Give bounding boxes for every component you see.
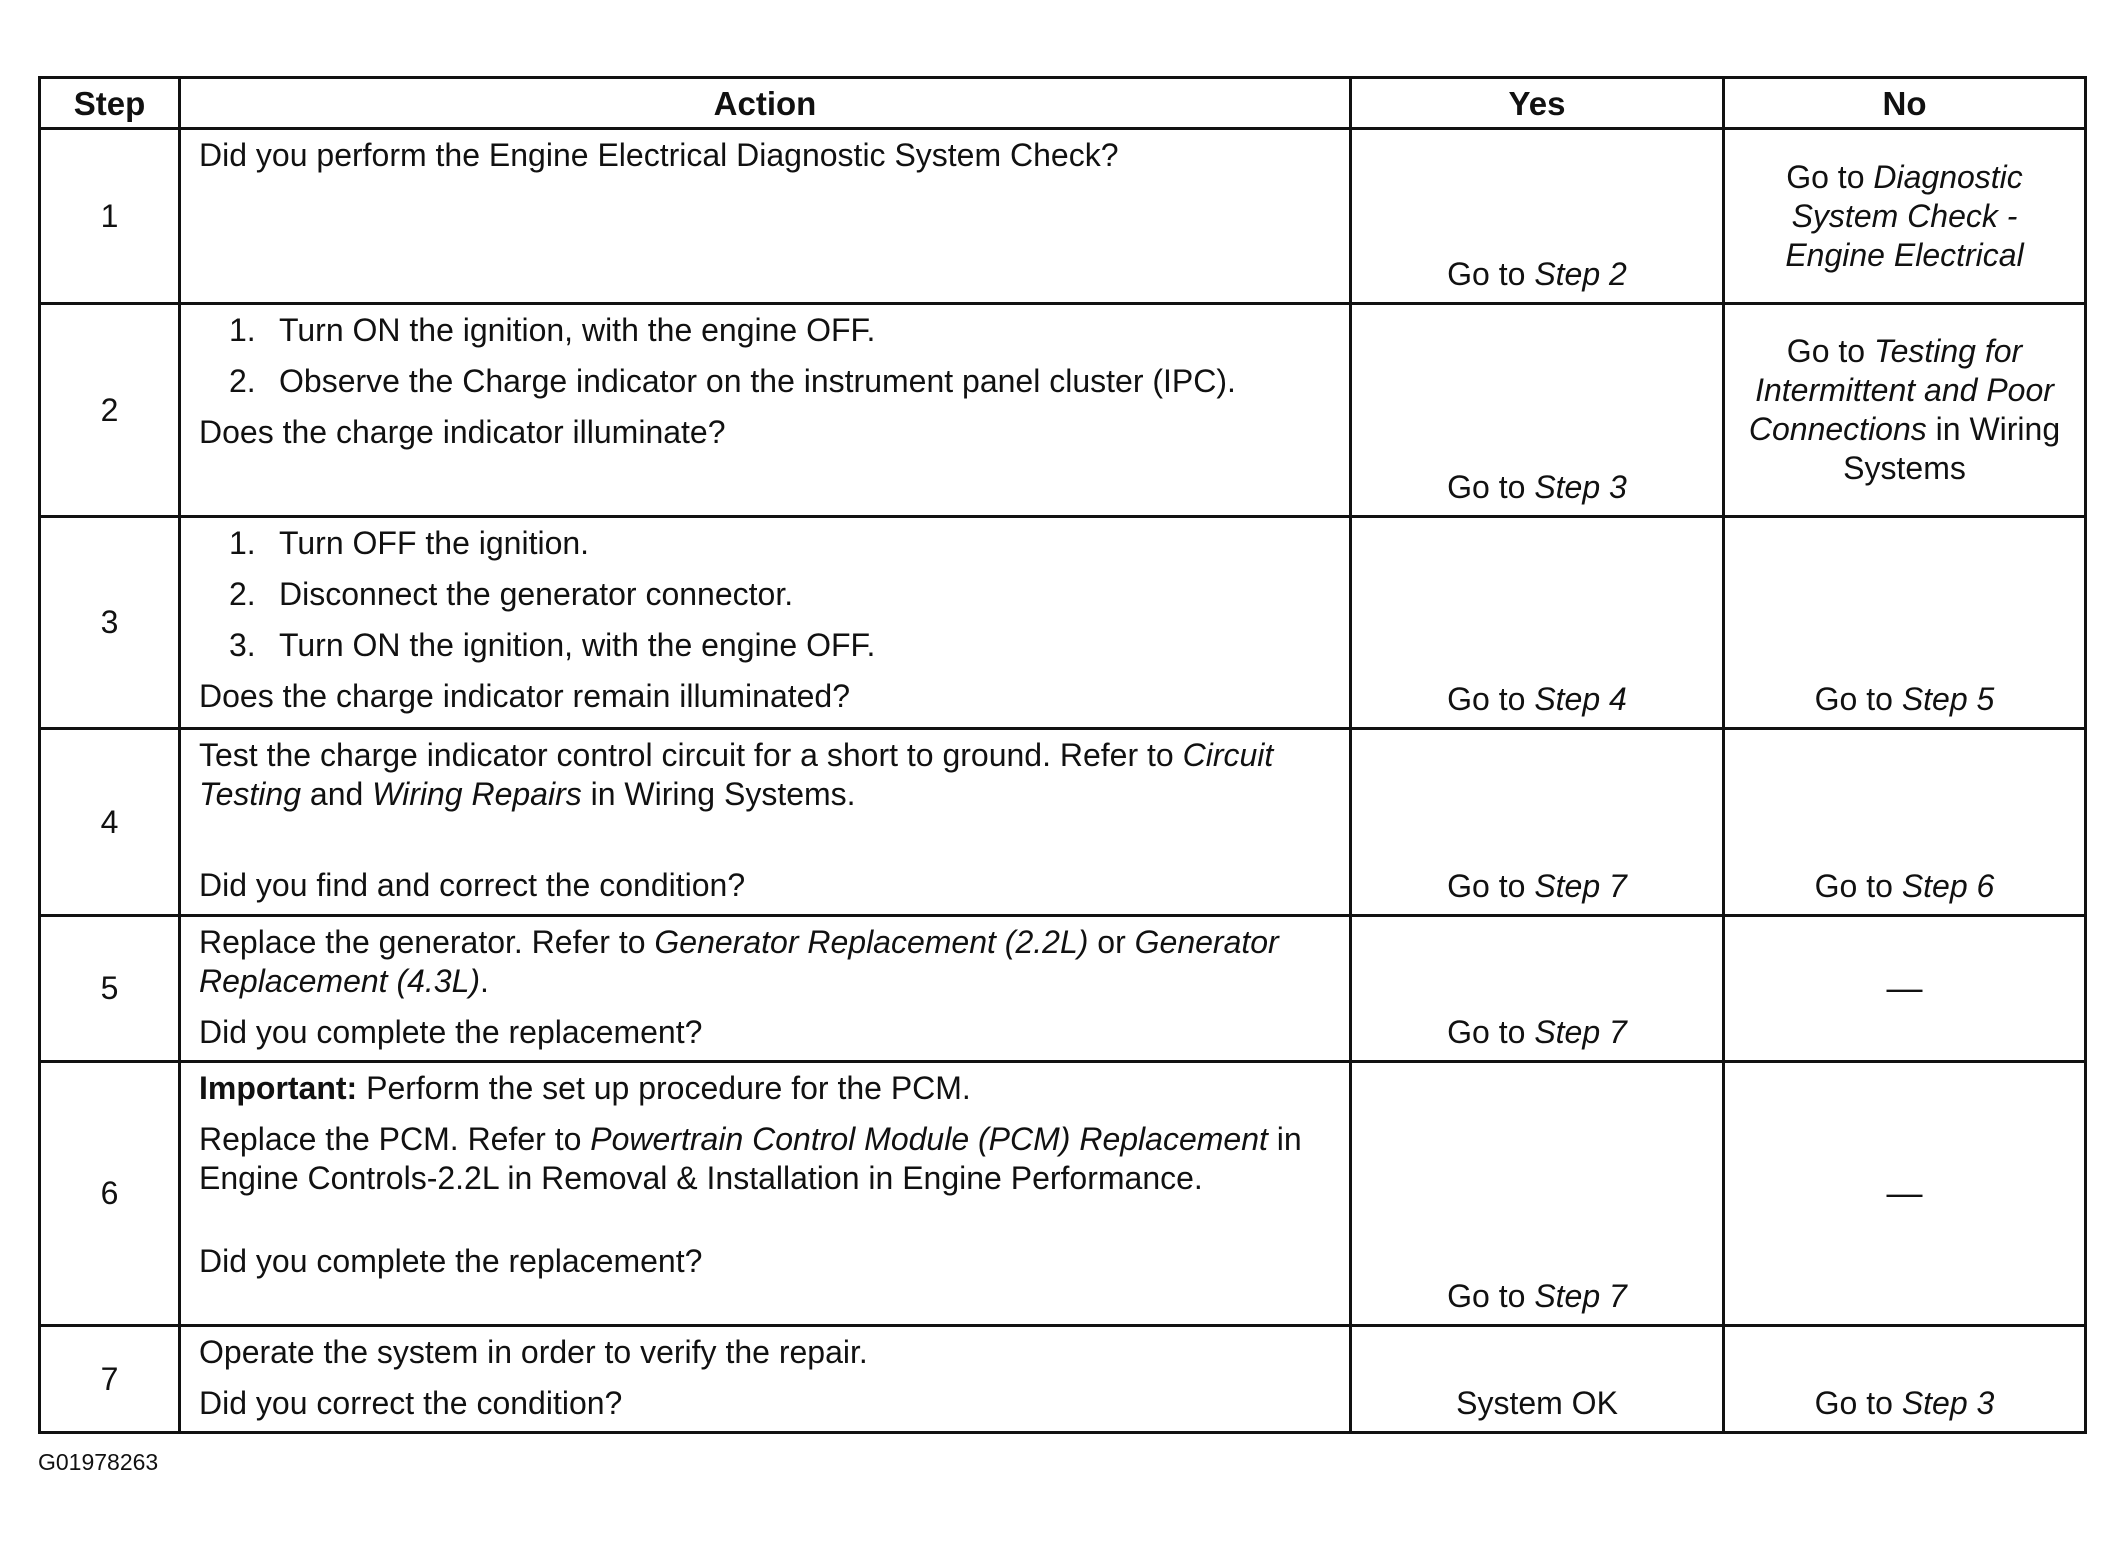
action-cell (180, 916, 1351, 1062)
action-question: Did you correct the condition? (199, 1385, 623, 1421)
header-step: Step (40, 78, 180, 129)
yes-prefix: Go to (1447, 256, 1535, 292)
list-item: 2. Disconnect the generator connector. (229, 576, 794, 612)
yes-link[interactable]: Step 7 (1534, 1014, 1627, 1050)
no-dash: — (1886, 967, 1923, 1008)
important-label: Important: (199, 1070, 358, 1106)
no-link[interactable]: Diagnostic System Check - Engine Electrical (1785, 158, 2024, 273)
yes-link[interactable]: Step 7 (1534, 868, 1627, 904)
yes-link[interactable]: Step 4 (1534, 681, 1627, 717)
action-question: Did you complete the replacement? (199, 1014, 703, 1050)
no-cell (1724, 304, 2086, 517)
no-link[interactable]: Step 3 (1901, 1385, 1995, 1421)
table-row (40, 304, 2086, 517)
no-link[interactable]: Step 5 (1901, 681, 1995, 717)
no-cell (1724, 1326, 2086, 1433)
step-number: 5 (40, 916, 180, 1062)
figure-id: G01978263 (38, 1449, 159, 1475)
step-number: 4 (40, 729, 180, 916)
yes-prefix: Go to (1447, 1278, 1535, 1314)
instruction-list (199, 311, 1331, 401)
action-question: Does the charge indicator remain illuminated? (199, 678, 851, 714)
reference-link[interactable]: Circuit Testing (199, 737, 1274, 812)
yes-prefix: Go to (1447, 469, 1535, 505)
header-action: Action (180, 78, 1351, 129)
step-number: 7 (40, 1326, 180, 1433)
no-prefix: Go to (1814, 1385, 1902, 1421)
yes-cell (1351, 517, 1724, 729)
yes-cell (1351, 129, 1724, 304)
action-cell (180, 129, 1351, 304)
table-row (40, 729, 2086, 916)
action-cell (180, 729, 1351, 916)
table-row (40, 1326, 2086, 1433)
action-text: Replace the generator. Refer to Generator Replacement (2.2L) or Generator Replacement (4.3L). (199, 924, 1279, 999)
no-link[interactable]: Step 6 (1901, 868, 1995, 904)
action-cell (180, 1062, 1351, 1326)
header-no: No (1724, 78, 2086, 129)
action-cell (180, 1326, 1351, 1433)
no-prefix: Go to (1814, 868, 1902, 904)
no-suffix: in Wiring Systems (1843, 411, 2061, 486)
action-question: Does the charge indicator illuminate? (199, 414, 726, 450)
yes-link[interactable]: Step 7 (1534, 1278, 1627, 1314)
table-row (40, 1062, 2086, 1326)
action-cell (180, 517, 1351, 729)
list-item: 2. Observe the Charge indicator on the instrument panel cluster (IPC). (229, 363, 1236, 399)
yes-cell (1351, 916, 1724, 1062)
table-row (40, 916, 2086, 1062)
instruction-list (199, 524, 1331, 665)
yes-link[interactable]: Step 3 (1534, 469, 1627, 505)
step-number: 1 (40, 129, 180, 304)
no-prefix: Go to (1786, 158, 1874, 195)
yes-cell (1351, 304, 1724, 517)
yes-cell (1351, 729, 1724, 916)
action-text: Replace the PCM. Refer to Powertrain Control Module (PCM) Replacement in Engine Controls-2.2L in Removal & Installation in Engine Performance. (199, 1121, 1302, 1196)
action-question: Did you complete the replacement? (199, 1243, 703, 1279)
no-cell (1724, 517, 2086, 729)
header-row (40, 78, 2086, 129)
reference-link[interactable]: Generator Replacement (4.3L) (199, 924, 1279, 999)
table-row (40, 129, 2086, 304)
action-cell (180, 304, 1351, 517)
reference-link[interactable]: Wiring Repairs (372, 776, 582, 812)
important-note: Important: Perform the set up procedure for the PCM. (199, 1070, 971, 1106)
no-cell (1724, 729, 2086, 916)
list-item: 3. Turn ON the ignition, with the engine OFF. (229, 627, 876, 663)
list-item: 1. Turn ON the ignition, with the engine OFF. (229, 312, 876, 348)
action-text: Operate the system in order to verify the repair. (199, 1334, 868, 1370)
list-item: 1. Turn OFF the ignition. (229, 525, 590, 561)
no-cell (1724, 129, 2086, 304)
no-cell (1724, 916, 2086, 1062)
yes-cell (1351, 1062, 1724, 1326)
action-question: Did you perform the Engine Electrical Diagnostic System Check? (199, 137, 1119, 173)
no-prefix: Go to (1814, 681, 1902, 717)
no-dash: — (1886, 1172, 1923, 1213)
yes-prefix: Go to (1447, 1014, 1535, 1050)
header-yes: Yes (1351, 78, 1724, 129)
no-link[interactable]: Testing for Intermittent and Poor Connections (1748, 333, 2054, 447)
reference-link[interactable]: Generator Replacement (2.2L) (654, 924, 1089, 960)
action-question: Did you find and correct the condition? (199, 867, 746, 903)
yes-prefix: Go to (1447, 681, 1535, 717)
yes-result: System OK (1456, 1385, 1618, 1421)
step-number: 3 (40, 517, 180, 729)
no-prefix: Go to (1786, 333, 1874, 369)
reference-link[interactable]: Powertrain Control Module (PCM) Replacement (590, 1121, 1268, 1157)
no-cell (1724, 1062, 2086, 1326)
diagnostic-table (38, 76, 2087, 1434)
step-number: 2 (40, 304, 180, 517)
yes-link[interactable]: Step 2 (1534, 256, 1627, 292)
yes-prefix: Go to (1447, 868, 1535, 904)
step-number: 6 (40, 1062, 180, 1326)
action-text: Test the charge indicator control circuit for a short to ground. Refer to Circuit Testing and Wiring Repairs in Wiring Systems. (199, 737, 1274, 812)
yes-cell (1351, 1326, 1724, 1433)
table-row (40, 517, 2086, 729)
